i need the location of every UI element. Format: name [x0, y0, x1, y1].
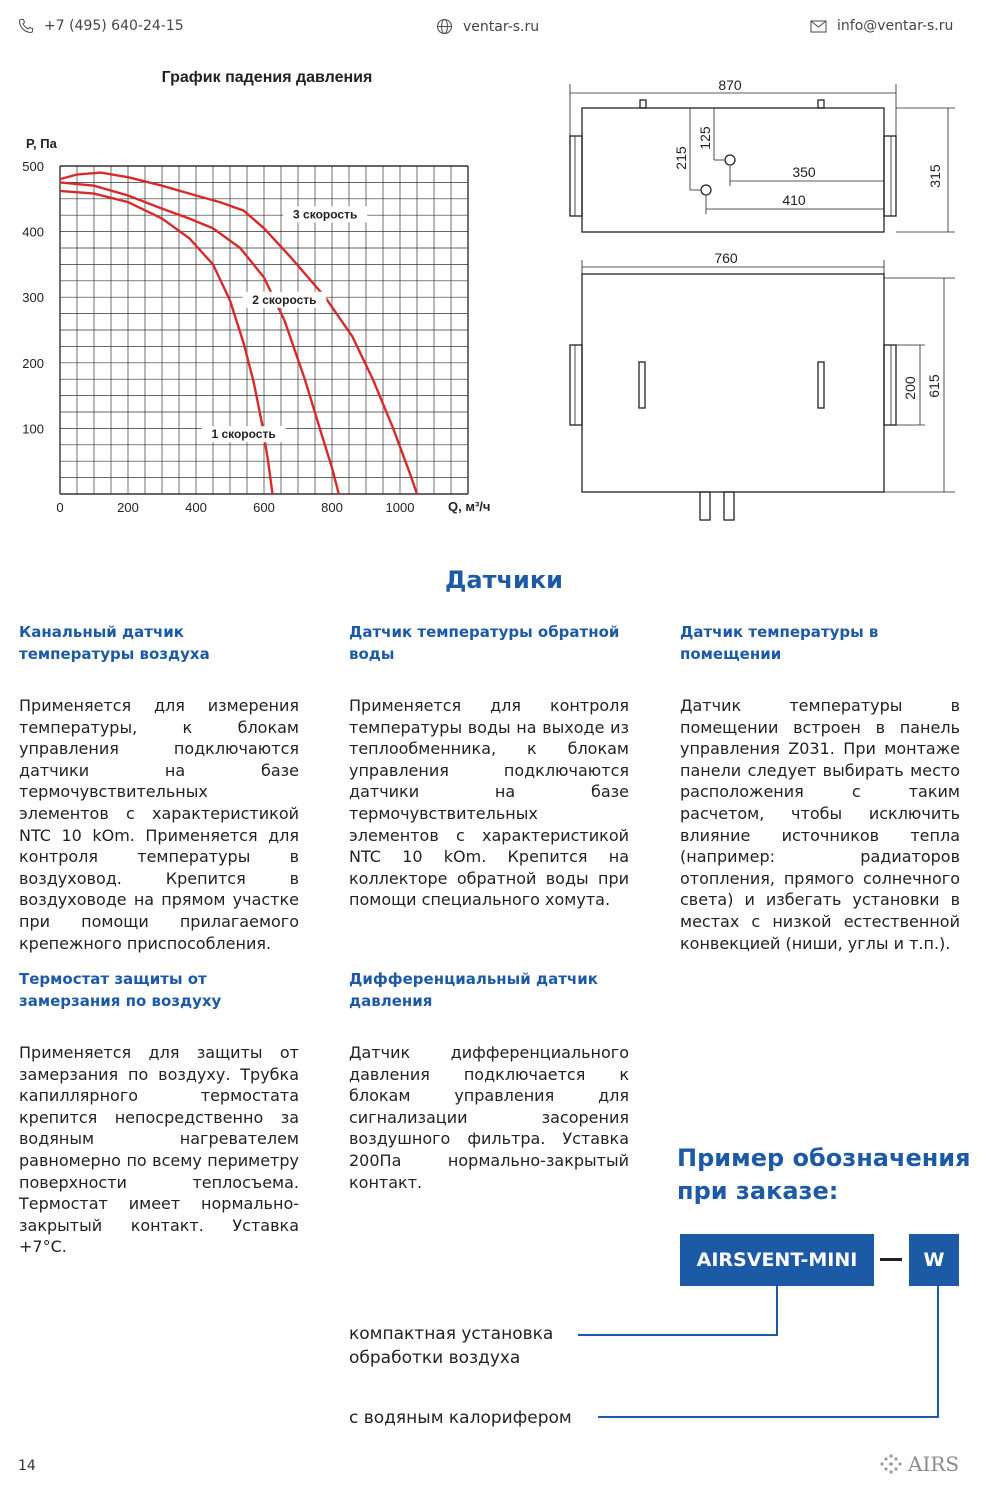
dim-top-height: 315 — [927, 164, 943, 188]
series-label: 3 скорость — [293, 207, 358, 222]
sensor-description: Датчик дифференциального давления подключается к блокам управления для сигнализации засорения воздушного фильтра. Уставка 200Па нормально-закрытый контакт. — [349, 1043, 629, 1192]
y-tick-label: 300 — [22, 290, 44, 306]
chart-series-labels — [202, 206, 368, 442]
sensor-title: Термостат защиты от замерзания по воздуху — [19, 970, 222, 1010]
logo-text: AIRS — [908, 1452, 960, 1476]
front-view — [570, 260, 955, 520]
dim-front-height: 615 — [926, 374, 942, 398]
sensor-description: Применяется для контроля температуры воды на выходе из теплообменника, к блокам управления подключаются датчики на базе термочувствительных элементов с характеристикой NTC 10 kOm. Крепится на коллекторе обратной воды при помощи специального хомута. — [349, 696, 629, 910]
pressure-drop-chart — [12, 60, 512, 530]
x-tick-label: 800 — [321, 500, 343, 515]
sensor-frost-thermostat — [19, 968, 299, 1258]
dim-200: 200 — [902, 376, 918, 400]
sensor-return-water — [349, 621, 629, 911]
x-tick-label: 200 — [117, 500, 139, 515]
x-tick-label: 1000 — [385, 500, 415, 515]
chart-title: График падения давления — [161, 69, 373, 86]
series-label: 1 скорость — [211, 427, 276, 442]
suffix-connector-horizontal — [598, 1416, 939, 1418]
y-tick-label: 100 — [22, 421, 44, 437]
dim-front-width: 760 — [714, 250, 738, 266]
dim-top-width: 870 — [718, 77, 742, 93]
website-contact[interactable] — [436, 18, 539, 35]
globe-icon — [436, 18, 453, 35]
sensor-duct-temperature — [19, 621, 299, 954]
email-contact[interactable] — [810, 18, 953, 34]
y-tick-label: 500 — [22, 159, 44, 174]
dim-215: 215 — [673, 146, 689, 170]
order-example-title: Пример обозначения при заказе: — [677, 1144, 971, 1205]
suffix-description: с водяным калорифером — [349, 1408, 572, 1428]
code-separator — [880, 1258, 902, 1261]
x-axis-label: Q, м³/ч — [448, 499, 491, 514]
y-axis-label: P, Па — [26, 136, 57, 151]
sensor-description: Применяется для измерения температуры, к блокам управления подключаются датчики на базе термочувствительных элементов с характеристикой NTC 10 kOm. Применяется для контроля температуры в воздуховод. Крепится в воздуховоде на прямом участке при помощи прилагаемого крепежного приспособления. — [19, 696, 299, 953]
sensor-title: Дифференциальный датчик давления — [349, 970, 598, 1010]
sensors-title: Датчики — [445, 566, 563, 594]
model-connector-vertical — [776, 1286, 778, 1336]
page-number: 14 — [18, 1458, 36, 1474]
page-header — [0, 18, 1008, 40]
airs-logo — [878, 1452, 959, 1476]
top-view — [570, 84, 955, 232]
sensor-description: Датчик температуры в помещении встроен в панель управления Z031. При монтаже панели следует выбирать место расположения с таким расчетом, чтобы исключить влияние источников тепла (например: радиаторов отопления, прямого солнечного света) и избегать установки в местах с низкой естественной конвекцией (ниши, углы и т.п.). — [680, 696, 960, 953]
dimension-drawing — [548, 72, 968, 528]
sensor-title: Канальный датчик температуры воздуха — [19, 623, 210, 663]
chart-grid — [60, 166, 468, 494]
series-line — [60, 182, 339, 494]
dim-350: 350 — [792, 164, 816, 180]
sensor-title: Датчик температуры обратной воды — [349, 623, 620, 663]
series-line — [60, 191, 276, 494]
x-tick-label: 0 — [56, 500, 64, 515]
sensor-differential-pressure — [349, 968, 629, 1193]
series-label: 2 скорость — [252, 292, 317, 307]
logo-dots-icon — [878, 1453, 904, 1475]
mail-icon — [810, 20, 827, 33]
model-description: компактная установка обработки воздуха — [349, 1324, 554, 1368]
website-link: ventar-s.ru — [463, 18, 540, 35]
phone-number: +7 (495) 640-24-15 — [44, 18, 184, 34]
dim-125: 125 — [697, 126, 713, 150]
sensor-title: Датчик температуры в помещении — [680, 623, 879, 663]
email-address: info@ventar-s.ru — [837, 18, 954, 34]
y-tick-label: 200 — [22, 355, 44, 371]
y-tick-label: 400 — [22, 224, 44, 240]
phone-contact[interactable] — [18, 18, 184, 34]
model-code-box: AIRSVENT-MINI — [680, 1234, 874, 1286]
x-tick-label: 400 — [185, 500, 207, 515]
suffix-connector-vertical — [937, 1286, 939, 1418]
suffix-code-box: W — [909, 1234, 959, 1286]
x-tick-label: 600 — [253, 500, 275, 515]
sensor-room-temperature — [680, 621, 960, 954]
phone-icon — [18, 18, 34, 34]
model-connector-horizontal — [578, 1334, 778, 1336]
dim-410: 410 — [782, 192, 806, 208]
sensor-description: Применяется для защиты от замерзания по воздуху. Трубка капиллярного термостата крепится непосредственно за водяным нагревателем равномерно по всему периметру поверхности теплосъема. Термостат имеет нормально-закрытый контакт. Уставка +7°С. — [19, 1043, 299, 1257]
